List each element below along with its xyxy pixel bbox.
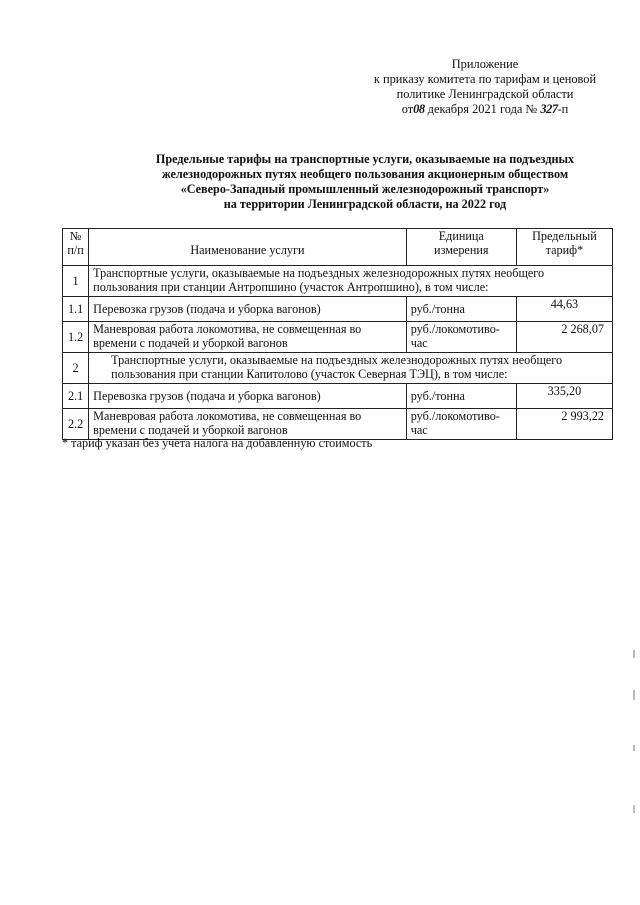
table-row (63, 322, 613, 353)
order-number-handwritten: 327 (540, 102, 558, 116)
title-line-3: «Северо-Западный промышленный железнодорожный транспорт» (180, 182, 550, 196)
row-num: 2.2 (63, 409, 89, 440)
scan-edge-mark (633, 805, 635, 813)
footnote: * тариф указан без учета налога на добавленную стоимость (62, 436, 373, 450)
section-num: 2 (63, 353, 89, 384)
table-section-row (63, 353, 613, 384)
date-rest: декабря 2021 года № (427, 102, 538, 116)
row-service-name: Маневровая работа локомотива, не совмещенная во времени с подачей и уборкой вагонов (89, 322, 407, 353)
section-title: Транспортные услуги, оказываемые на подъездных железнодорожных путях необщего пользования при станции Антропшино (участок Антропшино), в том числе: (89, 266, 613, 297)
appendix-label: Приложение (451, 57, 519, 71)
row-price: 2 268,07 (516, 322, 612, 353)
scan-edge-mark (633, 650, 635, 658)
row-unit: руб./локомотиво-час (406, 409, 516, 440)
row-unit: руб./тонна (406, 297, 516, 322)
row-num: 2.1 (63, 384, 89, 409)
row-num: 1.1 (63, 297, 89, 322)
title-line-2: железнодорожных путях необщего пользования акционерным обществом (161, 167, 569, 181)
scan-edge-mark (633, 690, 635, 700)
section-num: 1 (63, 266, 89, 297)
row-price: 335,20 (516, 384, 612, 409)
row-price: 2 993,22 (516, 409, 612, 440)
table-section-row (63, 266, 613, 297)
appendix-order-reference: к приказу комитета по тарифам и ценовой (373, 72, 597, 86)
table-row (63, 409, 613, 440)
appendix-committee: политике Ленинградской области (396, 87, 574, 101)
tariff-table (62, 228, 613, 440)
header-name: Наименование услуги (89, 229, 407, 266)
table-row (63, 384, 613, 409)
header-num: № п/п (63, 229, 89, 266)
row-num: 1.2 (63, 322, 89, 353)
scan-edge-mark (633, 745, 635, 751)
table-row (63, 297, 613, 322)
title-line-1: Предельные тарифы на транспортные услуги, оказываемые на подъездных (155, 152, 575, 166)
appendix-date-line (340, 102, 630, 117)
document-title (105, 152, 625, 212)
row-unit: руб./тонна (406, 384, 516, 409)
appendix-header (340, 57, 630, 117)
section-title: Транспортные услуги, оказываемые на подъездных железнодорожных путях необщего пользования при станции Капитолово (участок Северная ТЭЦ), в том числе: (89, 353, 613, 384)
header-price: Предельный тариф* (516, 229, 612, 266)
date-prefix: от (401, 102, 414, 116)
row-unit: руб./локомотиво-час (406, 322, 516, 353)
row-service-name: Перевозка грузов (подача и уборка вагонов) (89, 297, 407, 322)
date-day-handwritten: 08 (413, 102, 425, 116)
row-service-name: Перевозка грузов (подача и уборка вагонов) (89, 384, 407, 409)
row-price: 44,63 (516, 297, 612, 322)
row-service-name: Маневровая работа локомотива, не совмещенная во времени с подачей и уборкой вагонов (89, 409, 407, 440)
title-line-4: на территории Ленинградской области, на 2022 год (223, 197, 507, 211)
table-header-row (63, 229, 613, 266)
order-suffix: -п (557, 102, 569, 116)
header-unit: Единица измерения (406, 229, 516, 266)
